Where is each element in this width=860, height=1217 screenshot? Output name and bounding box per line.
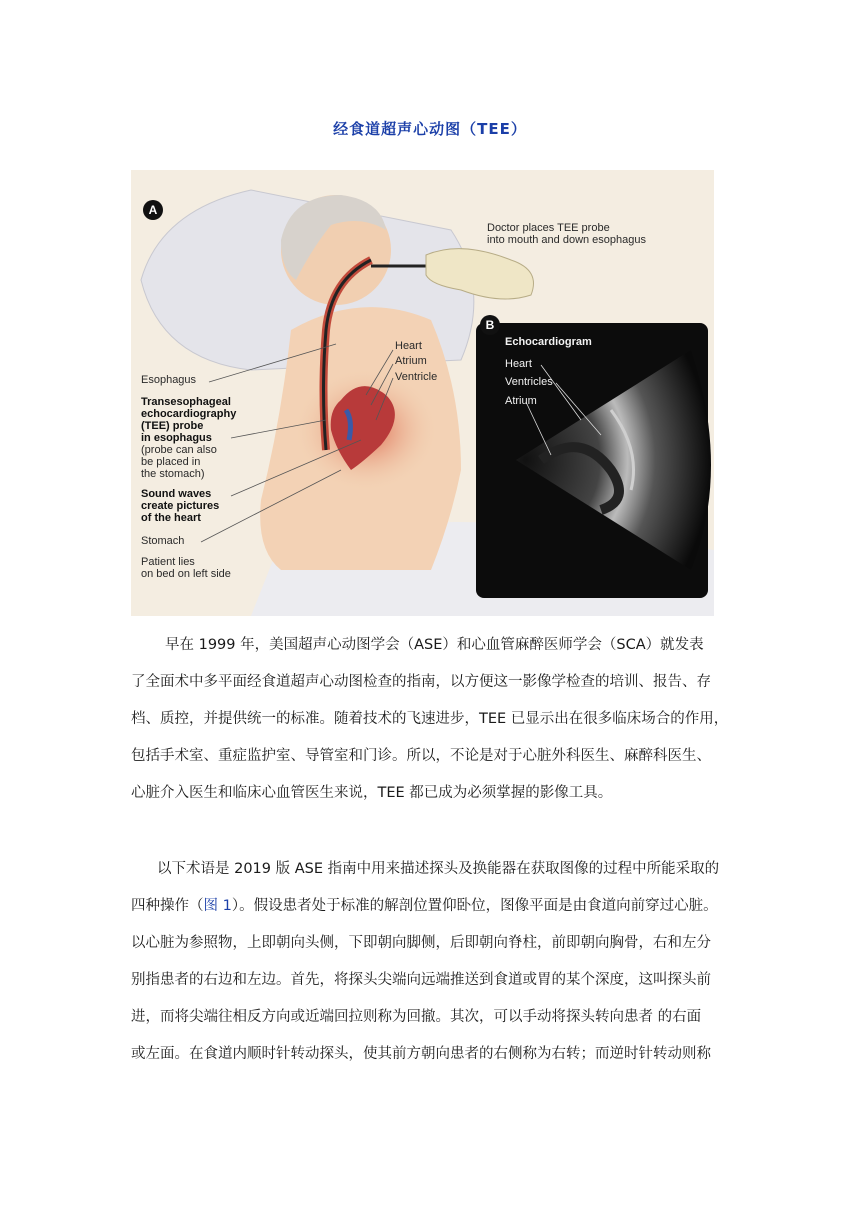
panel-b-badge: B xyxy=(480,315,500,335)
patient-lies-label-1: Patient lies xyxy=(141,556,195,568)
probe-note-1: (probe can also xyxy=(141,444,217,456)
paragraph-2 xyxy=(131,851,731,1073)
panel-a-badge: A xyxy=(143,200,163,220)
echo-atrium-label: Atrium xyxy=(505,395,537,407)
probe-note-2: be placed in xyxy=(141,456,201,468)
paragraph-2-line xyxy=(131,888,731,925)
tee-illustration xyxy=(131,170,714,616)
paragraph-1-line: 心脏介入医生和临床心血管医生来说，TEE 都已成为必须掌握的影像工具。 xyxy=(131,785,613,801)
paragraph-1-line: 档、质控，并提供统一的标准。随着技术的飞速进步，TEE 已显示出在很多临床场合的作用， xyxy=(131,711,729,727)
echocardiogram-title: Echocardiogram xyxy=(505,336,592,348)
paragraph-2-line: 以下术语是 2019 版 ASE 指南中用来描述探头及换能器在获取图像的过程中所能采取的 xyxy=(157,861,720,877)
paragraph-1-line: 了全面术中多平面经食道超声心动图检查的指南，以方便这一影像学检查的培训、报告、存 xyxy=(131,674,711,690)
tee-probe-label-2: echocardiography xyxy=(141,408,237,420)
page-title: 经食道超声心动图（TEE） xyxy=(333,120,527,138)
figure-1-link[interactable]: 图 1 xyxy=(203,898,232,914)
sound-waves-label-1: Sound waves xyxy=(141,488,212,500)
tee-probe-label-3: (TEE) probe xyxy=(141,420,204,432)
echo-heart-label: Heart xyxy=(505,358,532,370)
paragraph-1-line: 包括手术室、重症监护室、导管室和门诊。所以，不论是对于心脏外科医生、麻醉科医生、 xyxy=(131,748,711,764)
ventricle-label: Ventricle xyxy=(395,371,438,383)
atrium-label: Atrium xyxy=(395,355,427,367)
heart-label: Heart xyxy=(395,340,422,352)
stomach-label: Stomach xyxy=(141,535,185,547)
sound-waves-label-2: create pictures xyxy=(141,500,220,512)
paragraph-2-line: 进，而将尖端往相反方向或近端回拉则称为回撤。其次，可以手动将探头转向患者 的右面 xyxy=(131,1009,702,1025)
paragraph-2-line: 以心脏为参照物，上即朝向头侧，下即朝向脚侧，后即朝向脊柱，前即朝向胸骨，右和左分 xyxy=(131,935,711,951)
esophagus-label: Esophagus xyxy=(141,374,197,386)
patient-lies-label-2: on bed on left side xyxy=(141,568,231,580)
doctor-caption-line-1: Doctor places TEE probe xyxy=(487,222,610,234)
tee-probe-label-4: in esophagus xyxy=(141,432,212,444)
paragraph-2-line: 别指患者的右边和左边。首先，将探头尖端向远端推送到食道或胃的某个深度，这叫探头前 xyxy=(131,972,711,988)
probe-note-3: the stomach) xyxy=(141,468,205,480)
paragraph-2-line: 或左面。在食道内顺时针转动探头，使其前方朝向患者的右侧称为右转；而逆时针转动则称 xyxy=(131,1046,711,1062)
doctor-caption-line-2: into mouth and down esophagus xyxy=(487,234,647,246)
paragraph-1 xyxy=(131,627,731,812)
paragraph-2-line2-end: ）。假设患者处于标准的解剖位置仰卧位，图像平面是由食道向前穿过心脏。 xyxy=(231,898,718,914)
paragraph-1-line: 早在 1999 年，美国超声心动图学会（ASE）和心血管麻醉医师学会（SCA）就发表 xyxy=(165,637,704,653)
paragraph-2-line2-start: 四种操作（ xyxy=(131,898,204,914)
sound-waves-label-3: of the heart xyxy=(141,512,201,524)
tee-probe-label-1: Transesophageal xyxy=(141,396,231,408)
echo-ventricles-label: Ventricles xyxy=(505,376,553,388)
